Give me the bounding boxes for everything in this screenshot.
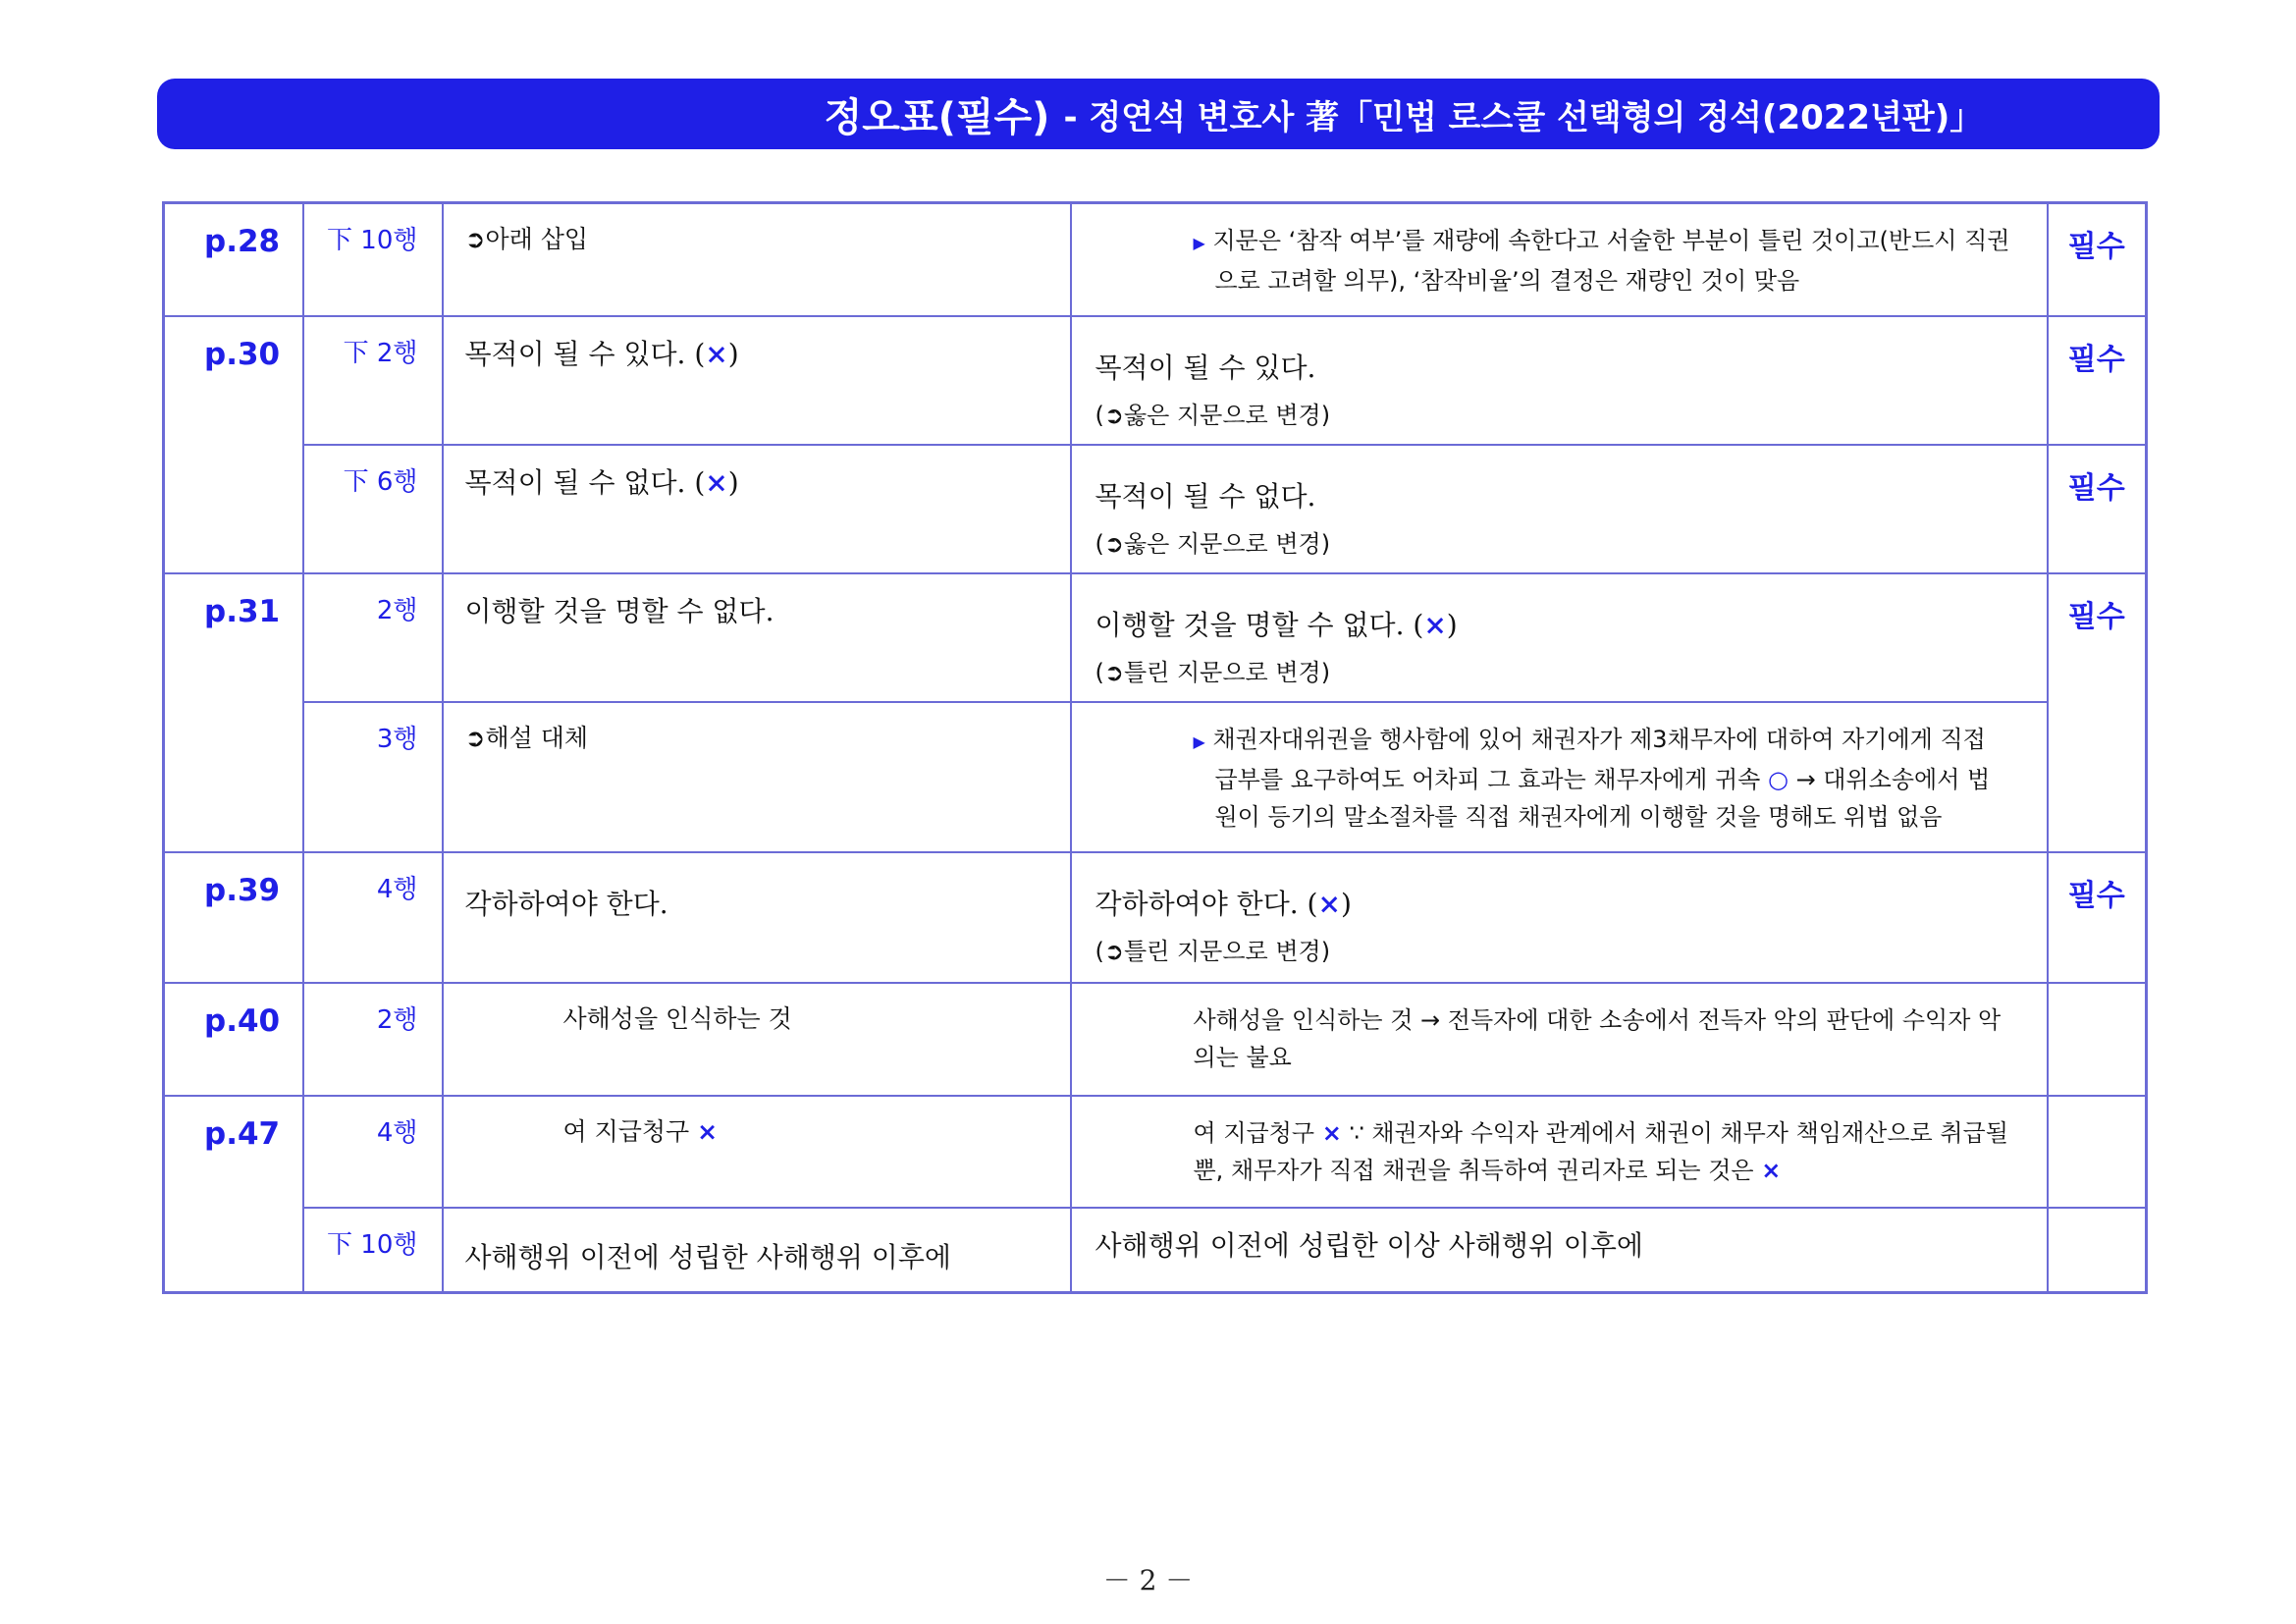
correction-note: (➲옳은 지문으로 변경) — [1095, 529, 1331, 558]
line-ref: 下 10행 — [327, 226, 418, 255]
line-ref: 3행 — [376, 724, 418, 754]
original-text: 목적이 될 수 없다. (×) — [464, 465, 739, 499]
page-number: － 2 － — [1102, 1564, 1194, 1597]
line-ref: 下 2행 — [343, 338, 418, 368]
correction-text: 목적이 될 수 있다. — [1095, 351, 1316, 384]
line-ref: 4행 — [376, 1117, 418, 1148]
table-row — [164, 852, 2147, 983]
line-ref: 2행 — [376, 595, 418, 625]
table-row — [164, 702, 2147, 852]
original-text: 이행할 것을 명할 수 없다. — [464, 594, 774, 627]
required-tag: 필수 — [2067, 230, 2125, 264]
correction-text: 사해성을 인식하는 것 → 전득자에 대한 소송에서 전득자 악의 판단에 수익자 악의는 불요 — [1193, 1005, 2002, 1071]
correction-text: 각하하여야 한다. (×) — [1095, 887, 1352, 920]
required-tag: 필수 — [2067, 470, 2125, 506]
correct-mark-icon: ○ — [1767, 765, 1789, 793]
line-ref: 2행 — [376, 1004, 418, 1035]
required-tag: 필수 — [2067, 599, 2125, 634]
table-row — [164, 983, 2147, 1096]
wrong-mark-icon: × — [705, 465, 728, 499]
original-text: ➲아래 삽입 — [464, 225, 588, 253]
wrong-mark-icon: × — [697, 1116, 719, 1146]
page-ref: p.40 — [204, 1002, 281, 1039]
table-row — [164, 1096, 2147, 1208]
original-text: ➲해설 대체 — [464, 723, 588, 752]
page-ref: p.28 — [204, 224, 281, 259]
wrong-mark-icon: × — [705, 337, 728, 370]
original-text: 사해성을 인식하는 것 — [562, 1003, 792, 1033]
line-ref: 下 10행 — [327, 1229, 418, 1260]
original-text: 사해행위 이전에 성립한 사해행위 이후에 — [464, 1240, 951, 1273]
page-ref: p.47 — [204, 1115, 281, 1152]
title-banner — [157, 79, 2160, 149]
correction-note: (➲옳은 지문으로 변경) — [1095, 401, 1331, 429]
bullet-triangle-icon: ▶ — [1193, 731, 1205, 751]
banner-title: 정오표(필수) — [824, 94, 1050, 140]
banner-subtitle: - 정연석 변호사 著「민법 로스쿨 선택형의 정석(2022년판)」 — [1063, 97, 1984, 137]
correction-text: 이행할 것을 명할 수 없다. (×) — [1095, 608, 1458, 641]
page-ref: p.39 — [204, 872, 281, 908]
original-text: 여 지급청구 × — [562, 1116, 719, 1146]
correction-text: ▶ 지문은 ‘참작 여부’를 재량에 속한다고 서술한 부분이 틀린 것이고(반드시 직권으로 고려할 의무), ‘참작비율’의 결정은 재량인 것이 맞음 — [1193, 227, 2010, 295]
errata-table — [162, 201, 2148, 1294]
original-text: 각하하여야 한다. — [464, 887, 668, 920]
original-text: 목적이 될 수 있다. (×) — [464, 337, 739, 370]
correction-text: 목적이 될 수 없다. — [1095, 479, 1316, 513]
line-ref: 下 6행 — [343, 466, 418, 497]
correction-text: 여 지급청구 × ∵ 채권자와 수익자 관계에서 채권이 채무자 책임재산으로 취급될 뿐, 채무자가 직접 채권을 취득하여 권리자로 되는 것은 × — [1193, 1118, 2008, 1184]
table-row — [164, 316, 2147, 445]
page-ref: p.31 — [204, 593, 281, 629]
table-row — [164, 573, 2147, 702]
wrong-mark-icon: × — [1317, 887, 1341, 920]
line-ref: 4행 — [376, 874, 418, 904]
page-ref: p.30 — [204, 336, 281, 372]
table-row — [164, 203, 2147, 316]
correction-text: ▶ 채권자대위권을 행사함에 있어 채권자가 제3채무자에 대하여 자기에게 직접 급부를 요구하여도 어차피 그 효과는 채무자에게 귀속 ○ → 대위소송에서 법원이 등기의 말소절차를 직접 채권자에게 이행할 것을 명해도 위법 없음 — [1193, 725, 1991, 831]
bullet-triangle-icon: ▶ — [1193, 234, 1205, 252]
required-tag: 필수 — [2067, 342, 2125, 377]
wrong-mark-icon: × — [1321, 1118, 1342, 1147]
table-row — [164, 1208, 2147, 1293]
required-tag: 필수 — [2067, 878, 2125, 913]
wrong-mark-icon: × — [1761, 1156, 1782, 1184]
table-row — [164, 445, 2147, 573]
correction-note: (➲틀린 지문으로 변경) — [1095, 937, 1331, 965]
wrong-mark-icon: × — [1423, 608, 1447, 641]
correction-note: (➲틀린 지문으로 변경) — [1095, 658, 1331, 686]
correction-text: 사해행위 이전에 성립한 이상 사해행위 이후에 — [1095, 1228, 1643, 1262]
